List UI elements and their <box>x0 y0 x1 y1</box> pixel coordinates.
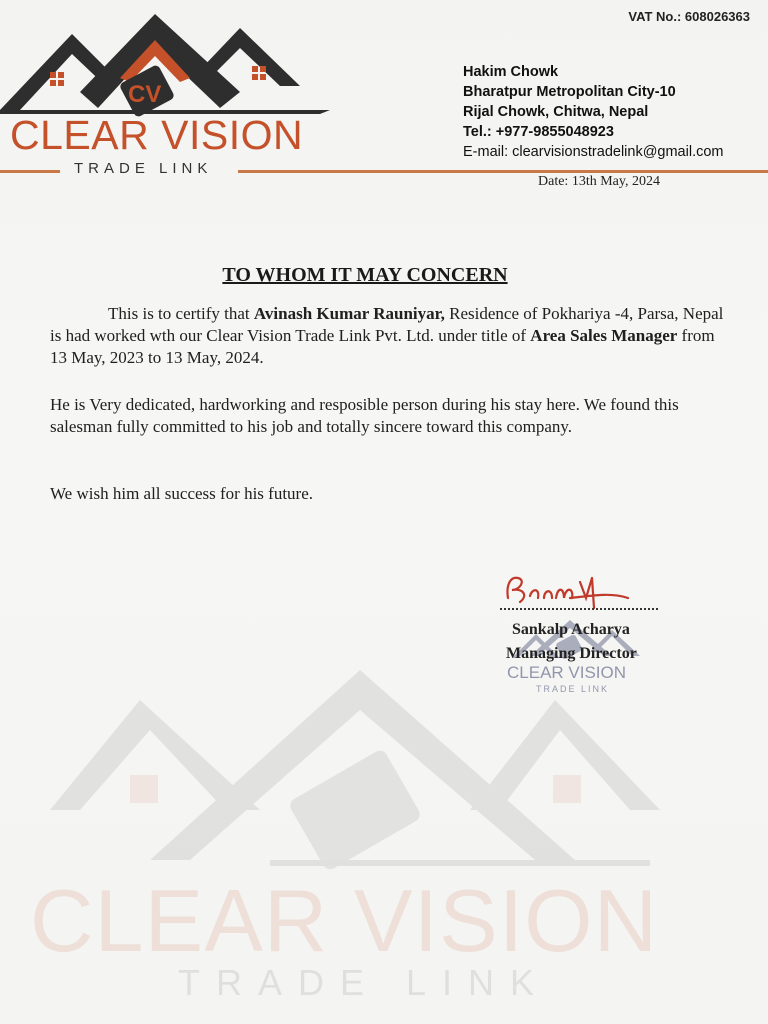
watermark-brand-sub: TRADE LINK <box>178 962 551 1003</box>
brand-name: CLEAR VISION <box>10 112 304 158</box>
address-line: Hakim Chowk <box>463 64 559 80</box>
p1-end: from 13 May, 2023 to 13 May, 2024. <box>50 326 715 367</box>
letter-heading: TO WHOM IT MAY CONCERN <box>222 264 508 286</box>
p1-intro: This is to certify that <box>108 304 254 323</box>
address-line: Rijal Chowk, Chitwa, Nepal <box>463 104 649 120</box>
handwritten-signature <box>500 568 640 612</box>
watermark-brand-name: CLEAR VISION <box>30 871 659 970</box>
svg-text:CV: CV <box>128 81 162 108</box>
p1-middle: Residence of Pokhariya -4, Parsa, Nepal is had worked wth our Clear Vision Trade Link Pvt. Ltd. under title of <box>50 304 724 345</box>
closing-paragraph: We wish him all success for his future. <box>50 484 314 503</box>
certification-paragraph <box>50 303 726 369</box>
signatory-title: Managing Director <box>506 645 637 662</box>
vat-number: VAT No.: 608026363 <box>628 9 750 24</box>
letter-date: Date: 13th May, 2024 <box>538 174 660 189</box>
job-title: Area Sales Manager <box>530 326 678 345</box>
stamp-brand-sub: TRADE LINK <box>536 684 610 694</box>
brand-subtitle: TRADE LINK <box>74 160 213 177</box>
character-paragraph: He is Very dedicated, hardworking and resposible person during his stay here. We found this salesman fully committed to his job and totally sincere toward this company. <box>50 395 679 436</box>
signature-line <box>500 608 658 610</box>
company-address <box>463 62 724 162</box>
employee-name: Avinash Kumar Rauniyar, <box>253 304 445 323</box>
address-line: Bharatpur Metropolitan City-10 <box>463 84 676 100</box>
email-address: E-mail: clearvisionstradelink@gmail.com <box>463 144 724 160</box>
signatory-name: Sankalp Acharya <box>512 621 630 638</box>
phone-number: Tel.: +977-9855048923 <box>463 124 614 140</box>
stamp-brand-name: CLEAR VISION <box>507 663 627 682</box>
